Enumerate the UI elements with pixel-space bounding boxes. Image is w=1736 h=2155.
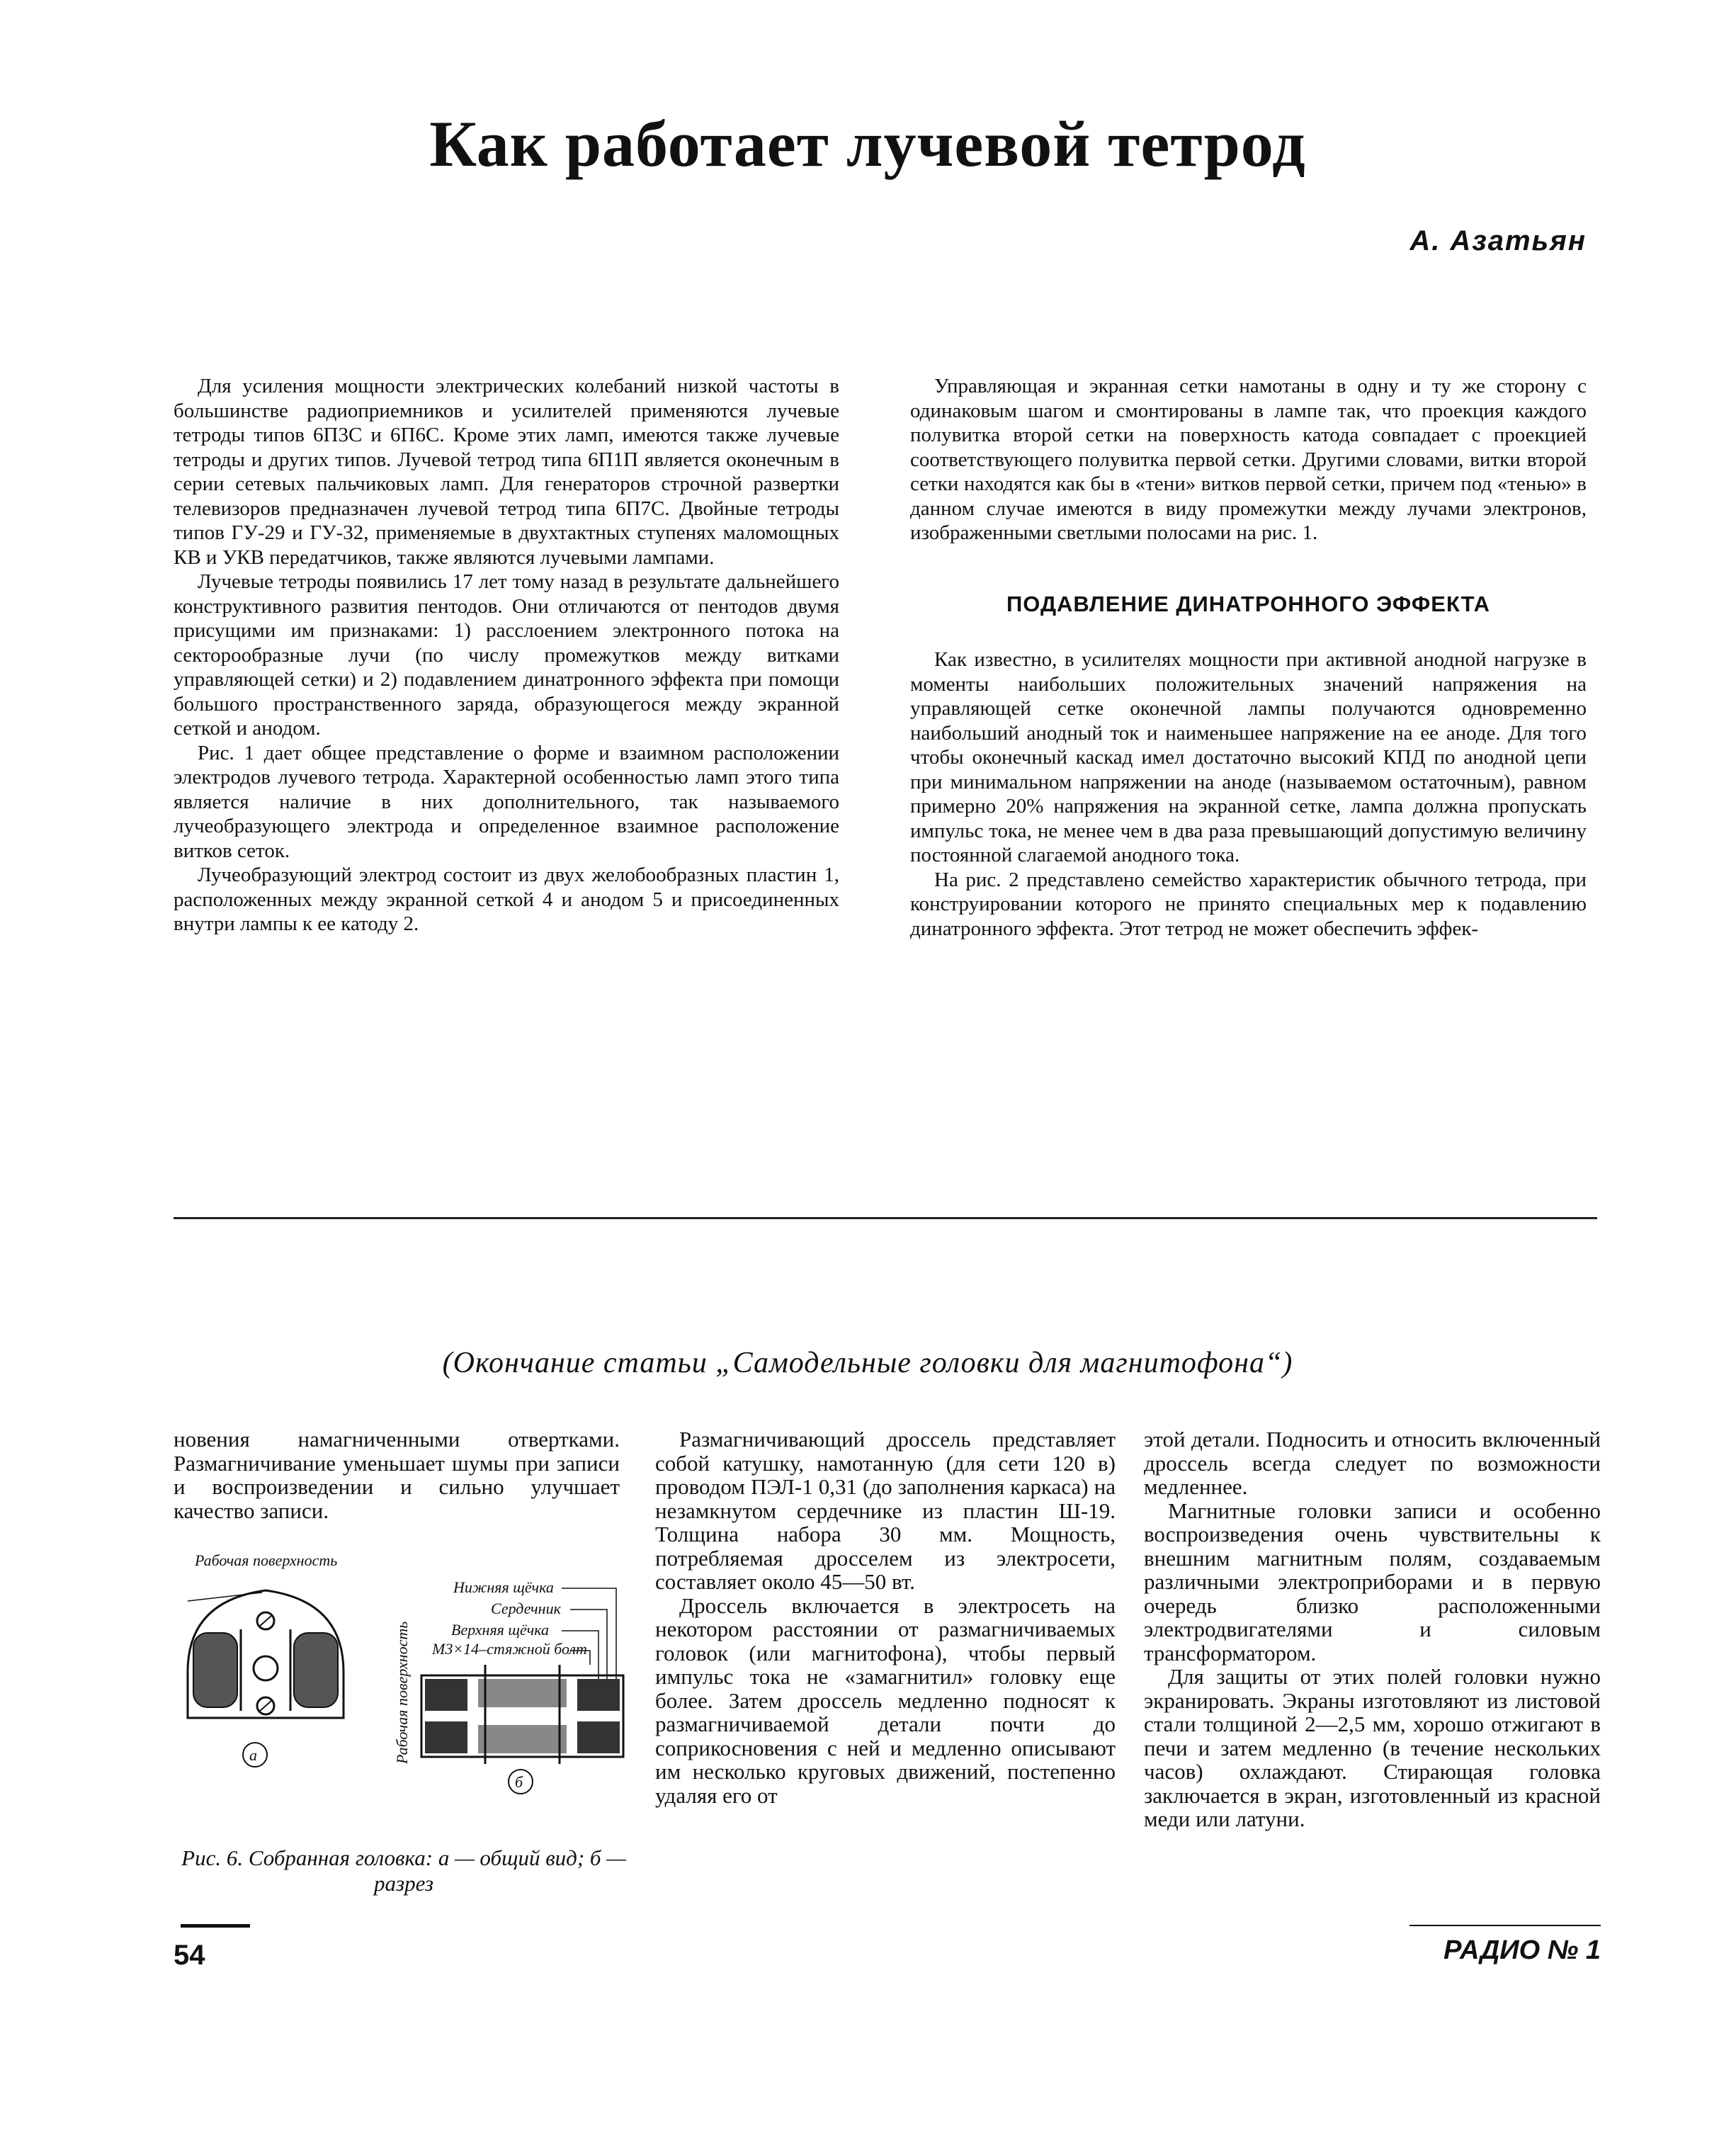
label-work-surface-vertical: Рабочая поверхность — [393, 1621, 411, 1764]
section-heading: ПОДАВЛЕНИЕ ДИНАТРОННОГО ЭФФЕКТА — [1006, 591, 1491, 616]
magazine-issue: РАДИО № 1 — [1443, 1935, 1601, 1965]
figure-assembled-head — [174, 1551, 634, 1828]
paragraph: Лучеобразующий электрод состоит из двух желобообразных пластин 1, расположенных между экранной сеткой 4 и анодом 5 и присоединенных внутри лампы к ее катоду 2. — [174, 864, 839, 935]
section-block — [577, 1721, 620, 1753]
label-core: Сердечник — [491, 1600, 561, 1617]
label-a: а — [249, 1746, 257, 1764]
label-work-surface: Рабочая поверхность — [195, 1551, 338, 1569]
figure-cross-section — [421, 1578, 623, 1794]
article-column-right — [910, 374, 1587, 941]
paragraph: Лучевые тетроды появились 17 лет тому назад в результате дальнейшего конструктивного развития пентодов. Они отличаются от пентодов двумя присущими им признаками: 1) расслоением электронного потока на секторообразные лучи (по числу промежутков между витками управляющей сетки) и 2) подавлением динатронного эффекта при помощи большого пространственного заряда, образующегося между экранной сеткой и анодом. — [174, 570, 839, 740]
paragraph: Для защиты от этих полей головки нужно экранировать. Экраны изготовляют из листовой стали толщиной 2—2,5 мм, хорошо отжигают в печи и затем медленно (в течение нескольких часов) охлаждают. Стирающая головка заключается в экран, изготовленный из красной меди или латуни. — [1144, 1664, 1601, 1831]
label-bolt: М3×14–стяжной болт — [432, 1640, 587, 1658]
paragraph: Управляющая и экранная сетки намотаны в одну и ту же сторону с одинаковым шагом и смонтированы в лампе так, что проекция каждого полувитка второй сетки на поверхность катода совпадает с проекцией соответствующего полувитка первой сетки. Другими словами, витки второй сетки находятся как бы в «тени» витков первой сетки, причем под «тенью» в данном случае имеются в виду промежутки между лучами электронов, изображенными светлыми полосами на рис. 1. — [910, 375, 1587, 544]
continuation-column-1 — [174, 1427, 620, 1522]
footer-rule-right — [1409, 1925, 1601, 1926]
paragraph: Для усиления мощности электрических колебаний низкой частоты в большинстве радиоприемников и усилителей применяются лучевые тетроды типов 6П3С и 6П6С. Кроме этих ламп, имеются также лучевые тетроды и других типов. Лучевой тетрод типа 6П1П является оконечным в серии сетевых пальчиковых ламп. Для генераторов строчной развертки телевизоров предназначен лучевой тетрод типа 6П7С. Двойные тетроды типов ГУ-29 и ГУ-32, применяемые в двухтактных ступенях маломощных КВ и УКВ передатчиков, также являются лучевыми лампами. — [174, 375, 839, 569]
page-number: 54 — [174, 1940, 205, 1971]
paragraph: Дроссель включается в электросеть на некотором расстоянии от размагничиваемых головок (или магнитофона), чтобы первый импульс тока не «замагнитил» головку еще более. Затем дроссель медленно подносят к размагничиваемой детали почти до соприкосновения с ней и медленно описывают им несколько круговых движений, постепенно удаляя его от — [655, 1593, 1116, 1808]
coil-right — [294, 1633, 338, 1707]
label-lower-cheek: Нижняя щёчка — [453, 1578, 554, 1596]
paragraph: Рис. 1 дает общее представление о форме и взаимном расположении электродов лучевого тетрода. Характерной особенностью ламп этого типа является наличие в них дополнительного, так называемого лучеобразующего электрода и определенное взаимное расположение витков сеток. — [174, 741, 839, 862]
section-core — [478, 1679, 567, 1707]
continuation-column-2 — [655, 1427, 1116, 1807]
label-b: б — [515, 1773, 523, 1791]
paragraph: этой детали. Подносить и относить включенный дроссель всегда следует по возможности медленнее. — [1144, 1427, 1601, 1499]
center-hole — [254, 1656, 278, 1680]
article-title: Как работает лучевой тетрод — [429, 108, 1306, 180]
section-core — [478, 1725, 567, 1753]
paragraph: новения намагниченными отвертками. Размагничивание уменьшает шумы при записи и воспроизведении и сильно улучшает качество записи. — [174, 1427, 620, 1523]
paragraph: Магнитные головки записи и особенно воспроизведения очень чувствительны к внешним магнитным полям, создаваемым различными электроприборами и в первую очередь близко расположенными электродвигателями и силовым трансформатором. — [1144, 1498, 1601, 1665]
continuation-title: (Окончание статьи „Самодельные головки для магнитофона“) — [442, 1347, 1293, 1379]
section-block — [425, 1721, 467, 1753]
article-column-left — [174, 374, 839, 937]
continuation-column-3 — [1144, 1427, 1601, 1831]
section-divider — [174, 1217, 1597, 1219]
article-author: А. Азатьян — [1409, 225, 1587, 256]
label-upper-cheek: Верхняя щёчка — [451, 1621, 550, 1639]
figure-caption: Рис. 6. Собранная головка: а — общий вид; б — разрез — [181, 1845, 626, 1896]
coil-left — [193, 1633, 237, 1707]
footer-rule-left — [181, 1924, 250, 1928]
paragraph: Размагничивающий дроссель представляет собой катушку, намотанную (для сети 120 в) проводом ПЭЛ-1 0,31 (до заполнения каркаса) на незамкнутом сердечнике из пластин Ш-19. Толщина набора 30 мм. Мощность, потребляемая дросселем из электросети, составляет около 45—50 вт. — [655, 1427, 1116, 1594]
section-block — [577, 1679, 620, 1711]
leader-lines — [562, 1588, 616, 1679]
figure-general-view — [188, 1551, 344, 1767]
paragraph: Как известно, в усилителях мощности при активной анодной нагрузке в моменты наибольших положительных значений напряжения на управляющей сетке оконечной лампы получаются одновременно наибольший анодный ток и наименьшее напряжение на ее аноде. Для того чтобы оконечный каскад имел достаточно высокий КПД по анодной цепи при минимальном напряжении на аноде (называемом остаточным), равном примерно 20% напряжения на экранной сетке, лампа должна пропускать импульс тока, не менее чем в два раза превышающий допустимую величину постоянной слагаемой анодного тока. — [910, 648, 1587, 866]
paragraph: На рис. 2 представлено семейство характеристик обычного тетрода, при конструировании которого не принято специальных мер к подавлению динатронного эффекта. Этот тетрод не может обеспечить эффек- — [910, 868, 1587, 940]
section-block — [425, 1679, 467, 1711]
